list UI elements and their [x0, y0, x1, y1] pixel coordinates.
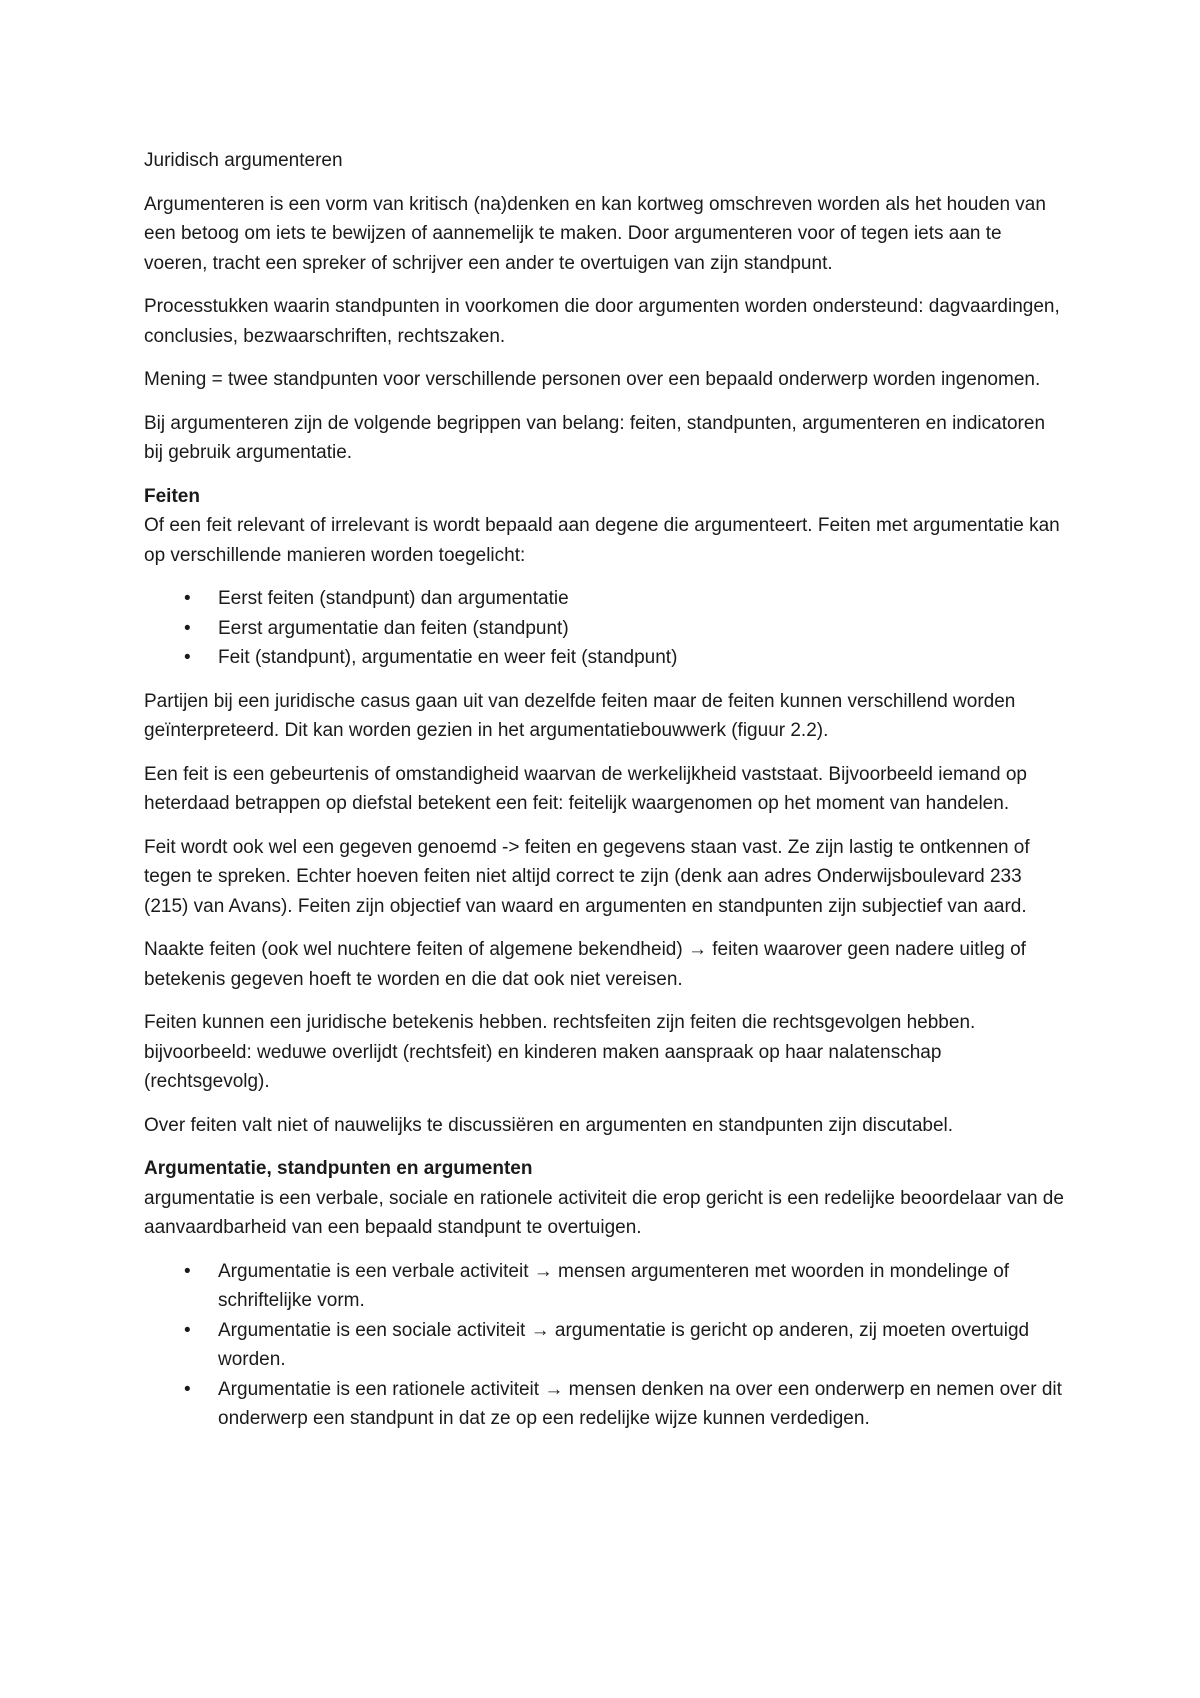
document-title: Juridisch argumenteren — [144, 150, 343, 171]
bullet-icon: • — [184, 1319, 191, 1341]
section-heading-feiten: Feiten — [144, 485, 200, 507]
section-argumentatie — [144, 1154, 1064, 1243]
document-page — [144, 146, 1064, 1448]
section-feiten — [144, 482, 1064, 571]
feiten-intro: Of een feit relevant of irrelevant is wordt bepaald aan degene die argumenteert. Feiten met argumentatie kan op verschillende manieren worden toegelicht: — [144, 515, 1060, 566]
feiten-paragraph: Een feit is een gebeurtenis of omstandigheid waarvan de werkelijkheid vaststaat. Bijvoorbeeld iemand op heterdaad betrappen op diefstal betekent een feit: feitelijk waargenomen op het moment van handelen. — [144, 763, 1027, 814]
bullet-icon: • — [184, 588, 191, 609]
feiten-paragraph: Partijen bij een juridische casus gaan uit van dezelfde feiten maar de feiten kunnen verschillend worden geïnterpreteerd. Dit kan worden gezien in het argumentatiebouwwerk (figuur 2.2). — [144, 690, 1016, 741]
list-item: • Eerst feiten (standpunt) dan argumentatie — [144, 584, 1064, 614]
bullet-icon: • — [184, 647, 191, 668]
list-item: • Argumentatie is een sociale activiteit → argumentatie is gericht op anderen, zij moeten overtuigd worden. — [144, 1316, 1064, 1375]
list-item: • Feit (standpunt), argumentatie en weer feit (standpunt) — [144, 643, 1064, 673]
bullet-icon: • — [184, 1260, 191, 1282]
feiten-paragraph: Feiten kunnen een juridische betekenis hebben. rechtsfeiten zijn feiten die rechtsgevolgen hebben. bijvoorbeeld: weduwe overlijdt (rechtsfeit) en kinderen maken aanspraak op haar nalatenschap (rechtsgevolg). — [144, 1012, 976, 1092]
intro-paragraph: Argumenteren is een vorm van kritisch (na)denken en kan kortweg omschreven worden als het houden van een betoog om iets te bewijzen of aannemelijk te maken. Door argumenteren voor of tegen iets aan te voeren, tracht een spreker of schrijver een ander te overtuigen van zijn standpunt. — [144, 193, 1046, 274]
intro-paragraph: Bij argumenteren zijn de volgende begrippen van belang: feiten, standpunten, argumenteren en indicatoren bij gebruik argumentatie. — [144, 412, 1046, 463]
bullet-icon: • — [184, 617, 191, 639]
feiten-bullet-list — [144, 584, 1064, 673]
feiten-paragraph: Naakte feiten (ook wel nuchtere feiten of algemene bekendheid) → feiten waarover geen nadere uitleg of betekenis gegeven hoeft te worden en die dat ook niet vereisen. — [144, 939, 1026, 990]
section-heading-argumentatie: Argumentatie, standpunten en argumenten — [144, 1158, 533, 1179]
list-item: • Argumentatie is een verbale activiteit → mensen argumenteren met woorden in mondelinge of schriftelijke vorm. — [144, 1257, 1064, 1316]
intro-paragraph: Mening = twee standpunten voor verschillende personen over een bepaald onderwerp worden ingenomen. — [144, 369, 1041, 390]
list-item: • Argumentatie is een rationele activiteit → mensen denken na over een onderwerp en nemen over dit onderwerp een standpunt in dat ze op een redelijke wijze kunnen verdedigen. — [144, 1375, 1064, 1434]
argumentatie-bullet-list — [144, 1257, 1064, 1434]
list-item: • Eerst argumentatie dan feiten (standpunt) — [144, 614, 1064, 644]
intro-paragraph: Processtukken waarin standpunten in voorkomen die door argumenten worden ondersteund: dagvaardingen, conclusies, bezwaarschriften, rechtszaken. — [144, 296, 1060, 347]
feiten-paragraph: Feit wordt ook wel een gegeven genoemd -> feiten en gegevens staan vast. Ze zijn lastig te ontkennen of tegen te spreken. Echter hoeven feiten niet altijd correct te zijn (denk aan adres Onderwijsboulevard 233 (215) van Avans). Feiten zijn objectief van waard en argumenten en standpunten zijn subjectief van aard. — [144, 836, 1030, 917]
bullet-icon: • — [184, 1378, 191, 1400]
argumentatie-intro: argumentatie is een verbale, sociale en rationele activiteit die erop gericht is een redelijke beoordelaar van de aanvaardbarheid van een bepaald standpunt te overtuigen. — [144, 1187, 1064, 1238]
feiten-paragraph: Over feiten valt niet of nauwelijks te discussiëren en argumenten en standpunten zijn discutabel. — [144, 1114, 954, 1136]
